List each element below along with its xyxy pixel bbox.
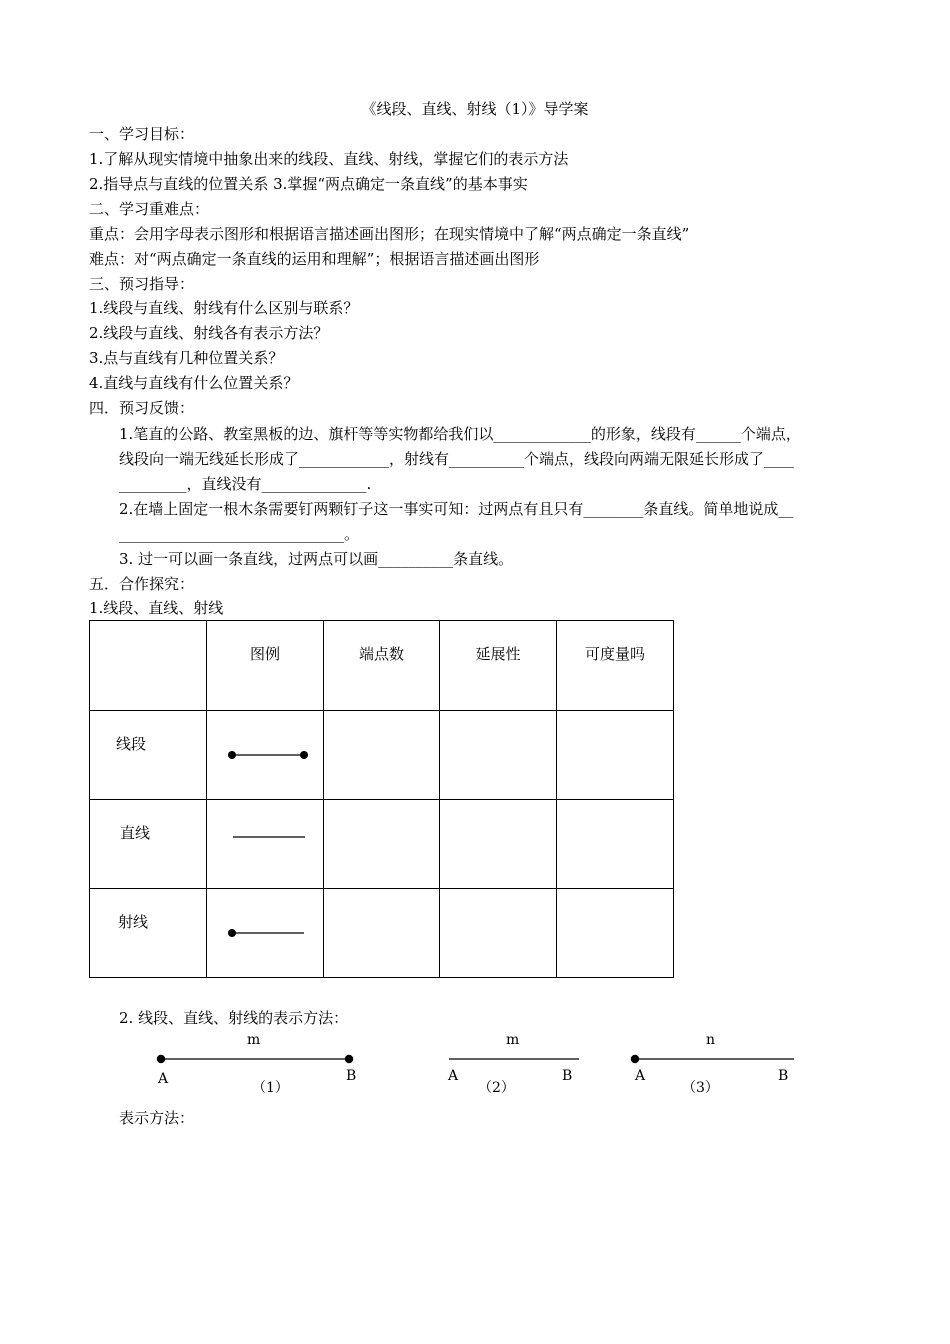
fig2-point-b: B	[562, 1068, 573, 1084]
subsection-2-title: 2. 线段、直线、射线的表示方法：	[119, 1009, 349, 1027]
row-label-ray: 射线	[118, 913, 149, 931]
table-cell	[207, 800, 324, 889]
table-cell	[207, 711, 324, 800]
preview-question-2: 2.线段与直线、射线各有表示方法？	[89, 324, 329, 342]
subsection-1-title: 1.线段、直线、射线	[89, 599, 224, 617]
preview-question-4: 4.直线与直线有什么位置关系？	[89, 374, 299, 392]
header-extension: 延展性	[475, 645, 521, 663]
section2-heading: 二、学习重难点：	[89, 200, 210, 218]
page-title: 《线段、直线、射线（1）》导学案	[361, 100, 589, 118]
feedback-3: 3. 过一可以画一条直线，过两点可以画__________条直线。	[119, 550, 514, 568]
table-header-cell	[207, 621, 324, 711]
fig1-caption: （1）	[252, 1080, 289, 1096]
header-measurable: 可度量吗	[584, 645, 645, 663]
fig3-point-b: B	[778, 1068, 789, 1084]
objective-1: 1.了解从现实情境中抽象出来的线段、直线、射线，掌握它们的表示方法	[89, 150, 569, 168]
segment-legend-figure	[227, 749, 317, 761]
difficult-point: 难点：对“两点确定一条直线的运用和理解”；根据语言描述画出图形	[89, 250, 540, 268]
table-cell[interactable]	[324, 800, 440, 889]
table-header-row	[90, 621, 674, 711]
preview-question-3: 3.点与直线有几种位置关系？	[89, 349, 284, 367]
key-point: 重点：会用字母表示图形和根据语言描述画出图形；在现实情境中了解“两点确定一条直线”	[89, 225, 690, 243]
section5-heading: 五．合作探究：	[89, 575, 195, 593]
table-cell[interactable]	[440, 889, 557, 978]
table-header-cell	[324, 621, 440, 711]
fig3-ray	[628, 1052, 798, 1066]
table-row	[90, 711, 674, 800]
fig2-caption: （2）	[478, 1080, 515, 1096]
table-header-cell	[440, 621, 557, 711]
fig3-name: n	[706, 1032, 716, 1048]
fig3-caption: （3）	[682, 1080, 719, 1096]
fig2-line	[448, 1052, 582, 1066]
fig1-point-a: A	[158, 1071, 169, 1087]
table-cell	[207, 889, 324, 978]
table-cell	[90, 711, 207, 800]
table-row	[90, 800, 674, 889]
fig2-point-a: A	[448, 1068, 459, 1084]
table-cell	[90, 800, 207, 889]
table-cell[interactable]	[324, 711, 440, 800]
feedback-2-line-b: ______________________________。	[119, 525, 360, 543]
fig3-point-a: A	[635, 1068, 646, 1084]
table-row	[90, 889, 674, 978]
feedback-1-line-a: 1.笔直的公路、教室黑板的边、旗杆等等实物都给我们以_____________的形象，线段有______个端点，	[119, 425, 801, 443]
header-endpoints: 端点数	[358, 645, 404, 663]
line-legend-figure	[233, 832, 313, 842]
table-cell[interactable]	[557, 889, 674, 978]
objective-2: 2.指导点与直线的位置关系 3.掌握“两点确定一条直线”的基本事实	[89, 175, 528, 193]
row-label-segment: 线段	[116, 735, 147, 753]
table-cell[interactable]	[440, 711, 557, 800]
table-header-cell	[557, 621, 674, 711]
header-legend: 图例	[249, 645, 280, 663]
feedback-1-line-c: _________，直线没有______________.	[119, 475, 372, 493]
preview-question-1: 1.线段与直线、射线有什么区别与联系？	[89, 299, 359, 317]
feedback-2-line-a: 2.在墙上固定一根木条需要钉两颗钉子这一事实可知：过两点有且只有________条直线。简单地说成__	[119, 500, 794, 518]
row-label-line: 直线	[120, 824, 151, 842]
fig1-name: m	[247, 1032, 261, 1048]
table-cell[interactable]	[324, 889, 440, 978]
table-cell[interactable]	[557, 800, 674, 889]
table-header-cell	[90, 621, 207, 711]
table-cell[interactable]	[557, 711, 674, 800]
section3-heading: 三、预习指导：	[89, 275, 195, 293]
fig1-point-b: B	[346, 1068, 357, 1084]
comparison-table	[89, 620, 674, 978]
fig1-segment	[154, 1052, 360, 1066]
section4-heading: 四．预习反馈：	[89, 399, 195, 417]
ray-legend-figure	[227, 927, 317, 939]
table-cell	[90, 889, 207, 978]
representation-method-label: 表示方法：	[119, 1109, 195, 1127]
feedback-1-line-b: 线段向一端无线延长形成了____________，射线有__________个端点，线段向两端无限延长形成了____	[119, 450, 795, 468]
fig2-name: m	[506, 1032, 520, 1048]
section1-heading: 一、学习目标：	[89, 125, 195, 143]
table-cell[interactable]	[440, 800, 557, 889]
